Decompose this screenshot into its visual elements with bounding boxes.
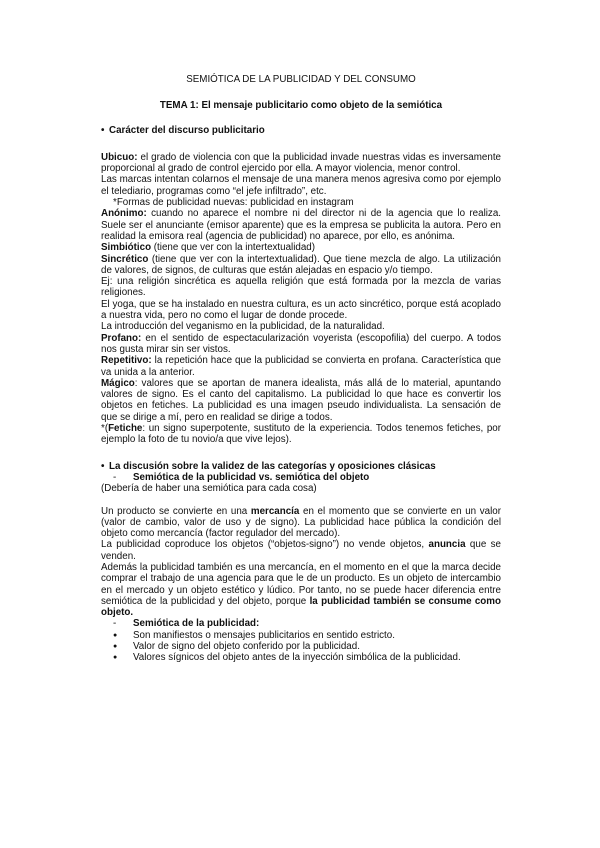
sub-heading-2: - Semiótica de la publicidad: bbox=[113, 618, 260, 630]
list-item: ● Valor de signo del objeto conferido por la publicidad. bbox=[113, 641, 501, 652]
list-item: ● Son manifiestos o mensajes publicitarios en sentido estricto. bbox=[113, 630, 501, 641]
spacer bbox=[101, 446, 501, 461]
paragraph-simbiotico: Simbiótico (tiene que ver con la intertextualidad) bbox=[101, 242, 315, 254]
document-subtitle: TEMA 1: El mensaje publicitario como objeto de la semiótica bbox=[159, 100, 443, 112]
list-item: ● Valores sígnicos del objeto antes de la inyección simbólica de la publicidad. bbox=[113, 652, 501, 663]
paragraph-marcas: Las marcas intentan colarnos el mensaje de una manera menos agresiva como por ejemplo el telediario, programas como “el jefe infiltrado”, etc. bbox=[101, 174, 501, 197]
paragraph-note: (Debería de haber una semiótica para cada cosa) bbox=[101, 483, 317, 495]
dash-icon: - bbox=[113, 471, 117, 483]
bullet-icon: • bbox=[101, 460, 105, 472]
section-heading: • Carácter del discurso publicitario bbox=[101, 124, 265, 136]
section-heading-2: • La discusión sobre la validez de las categorías y oposiciones clásicas bbox=[101, 460, 436, 472]
paragraph-veganismo: La introducción del veganismo en la publicidad, de la naturalidad. bbox=[101, 321, 385, 333]
bullet-list bbox=[101, 630, 501, 664]
paragraph-mercancia: Un producto se convierte en una mercancía en el momento que se convierte en un valor (valor de cambio, valor de uso y de signo). La publicidad hace pública la condición del objeto como mercancía (factor regulador del mercado). bbox=[101, 505, 501, 540]
bullet-icon: • bbox=[101, 124, 105, 136]
paragraph-formas: *Formas de publicidad nuevas: publicidad en instagram bbox=[113, 197, 354, 209]
paragraph-fetiche: *(Fetiche: un signo superpotente, sustituto de la experiencia. Todos tenemos fetiches, por ejemplo la foto de tu novio/a que vive lejos). bbox=[101, 423, 501, 446]
paragraph-ubicuo: Ubicuo: el grado de violencia con que la publicidad invade nuestras vidas es inversamente proporcional al grado de control ejercido por ella. A mayor violencia, menor control. bbox=[101, 151, 501, 175]
paragraph-sincretico: Sincrético (tiene que ver con la intertextualidad). Que tiene mezcla de algo. La utilización de valores, de signos, de culturas que están alejadas en espacio y/o tiempo. bbox=[101, 253, 501, 276]
paragraph-ejemplo: Ej: una religión sincrética es aquella religión que está formada por la mezcla de varias religiones. bbox=[101, 276, 501, 299]
paragraph-yoga: El yoga, que se ha instalado en nuestra cultura, es un acto sincrético, porque está acoplado a nuestra vida, pero no como el lugar de donde procede. bbox=[101, 298, 501, 322]
paragraph-profano: Profano: en el sentido de espectacularización voyerista (escopofilia) del cuerpo. A todos nos gusta mirar sin ser vistos. bbox=[101, 332, 501, 355]
paragraph-ademas: Además la publicidad también es una mercancía, en el momento en el que la marca decide comprar el trabajo de una agencia para que le de un producto. Es un objeto de intercambio en el mercado y un objeto estético y lúdico. Por tanto, no se puede hacer diferencia entre semiótica de la publicidad y del objeto, porque la publicidad también se consume como objeto. bbox=[101, 561, 501, 619]
document-body bbox=[101, 74, 501, 664]
paragraph-anonimo: Anónimo: cuando no aparece el nombre ni del director ni de la agencia que lo realiza. Suele ser el anunciante (emisor aparente) que es la empresa se publicita la autora. Pero en realidad la emisora real (agencia de publicidad) no aparece, por ello, es anónima. bbox=[101, 208, 501, 242]
paragraph-anuncia: La publicidad coproduce los objetos (“objetos-signo”) no vende objetos, anuncia que se venden. bbox=[101, 539, 501, 562]
paragraph-repetitivo: Repetitivo: la repetición hace que la publicidad se convierta en profana. Característica que va unida a la anterior. bbox=[101, 355, 501, 378]
document-title: SEMIÓTICA DE LA PUBLICIDAD Y DEL CONSUMO bbox=[186, 74, 416, 85]
sub-heading: - Semiótica de la publicidad vs. semiótica del objeto bbox=[113, 471, 370, 483]
dash-icon: - bbox=[113, 618, 117, 630]
spacer bbox=[101, 495, 501, 506]
paragraph-magico: Mágico: valores que se aportan de manera idealista, más allá de lo material, apuntando valores de signo. Es el canto del capitalismo. La publicidad lo que hace es convertir los objetos en fetiches. La publicidad es una imagen pseudo individualista. La sensación de que se dirige a mí, pero en realidad se dirige a todos. bbox=[101, 377, 501, 423]
